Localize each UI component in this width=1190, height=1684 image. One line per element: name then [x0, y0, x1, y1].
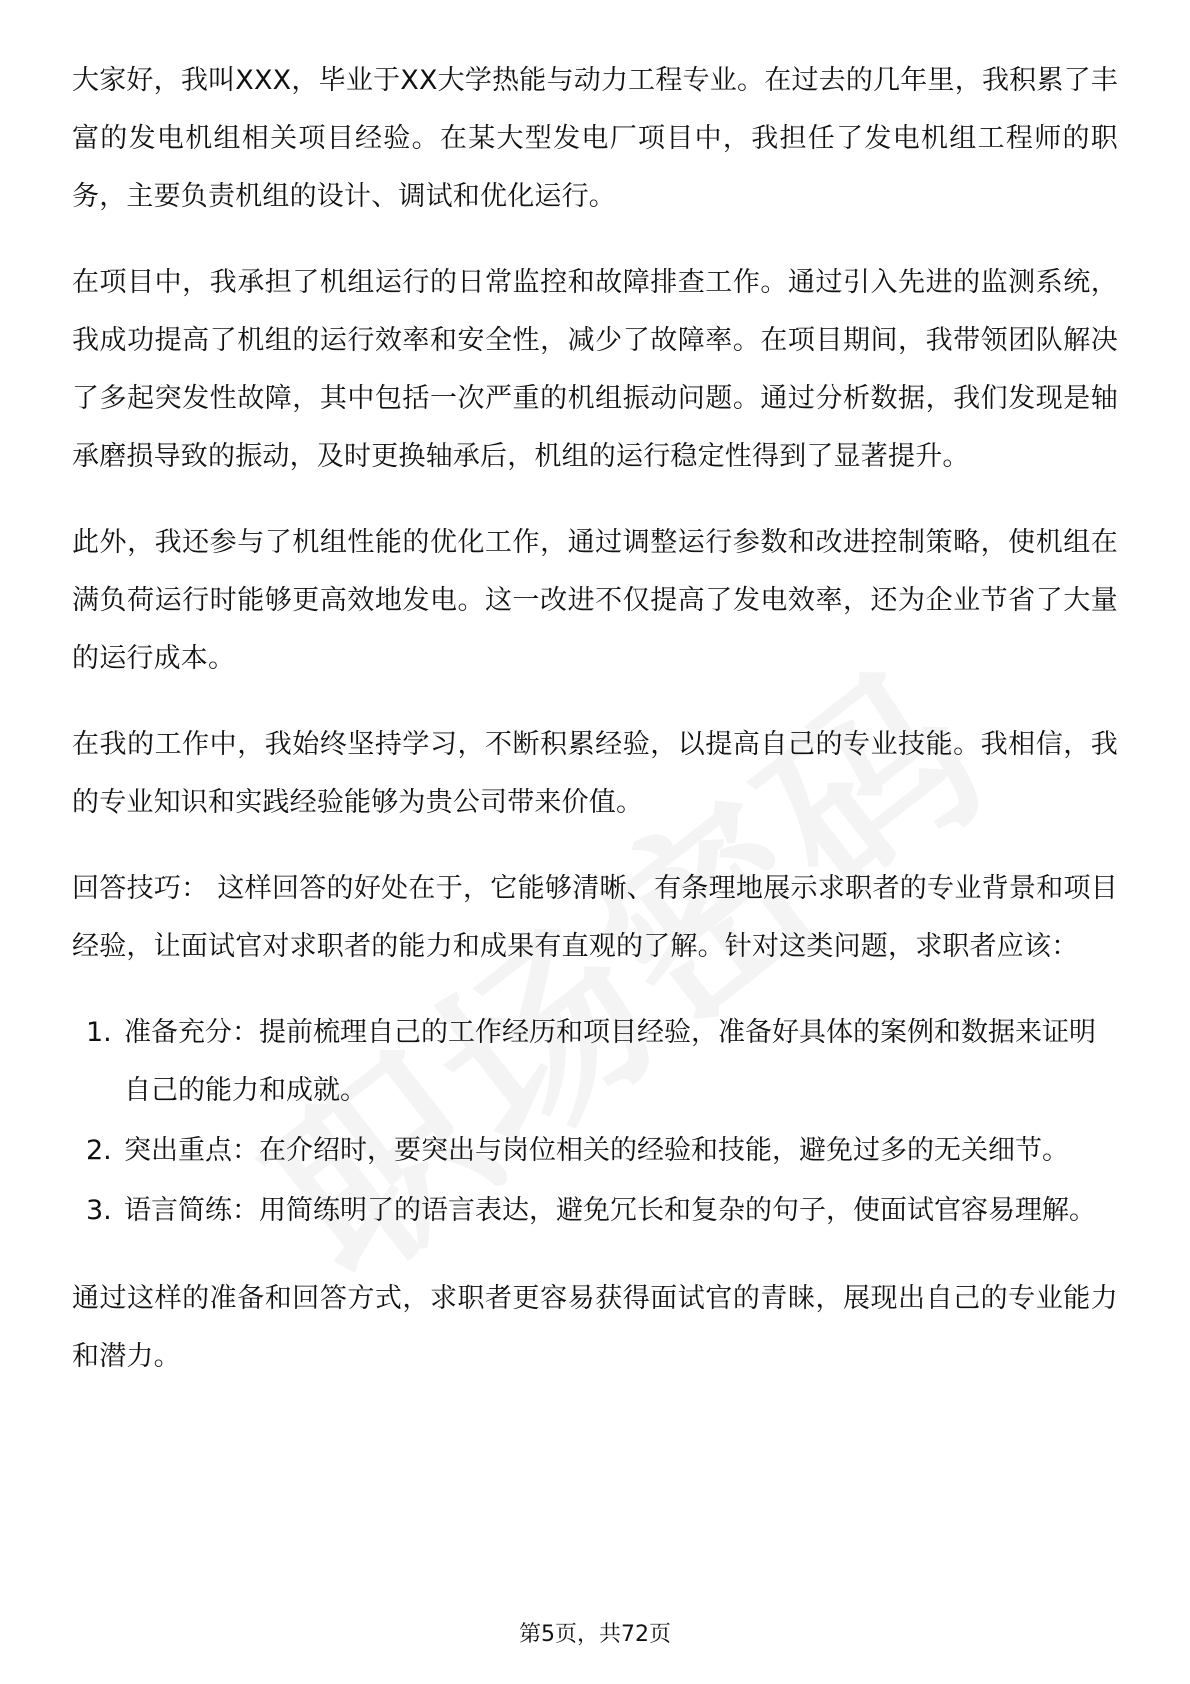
list-item-text: 在介绍时，要突出与岗位相关的经验和技能，避免过多的无关细节。 — [259, 1135, 1069, 1166]
list-item — [72, 1122, 1118, 1180]
paragraph-project: 在项目中，我承担了机组运行的日常监控和故障排查工作。通过引入先进的监测系统，我成功提高了机组的运行效率和安全性，减少了故障率。在项目期间，我带领团队解决了多起突发性故障，其中包括一次严重的机组振动问题。通过分析数据，我们发现是轴承磨损导致的振动，及时更换轴承后，机组的运行稳定性得到了显著提升。 — [72, 267, 1118, 472]
paragraph-optimization: 此外，我还参与了机组性能的优化工作，通过调整运行参数和改进控制策略，使机组在满负荷运行时能够更高效地发电。这一改进不仅提高了发电效率，还为企业节省了大量的运行成本。 — [72, 527, 1118, 674]
paragraph-tips — [72, 860, 1118, 976]
list-number: 3. — [86, 1195, 112, 1226]
list-item-title: 突出重点： — [124, 1135, 259, 1166]
tips-label: 回答技巧： — [72, 873, 209, 904]
list-number: 1. — [86, 1017, 112, 1048]
list-item-title: 语言简练： — [124, 1195, 259, 1226]
list-item-text: 用简练明了的语言表达，避免冗长和复杂的句子，使面试官容易理解。 — [259, 1195, 1096, 1226]
list-item — [72, 1182, 1118, 1240]
document-page — [72, 52, 1118, 1414]
tips-text: 这样回答的好处在于，它能够清晰、有条理地展示求职者的专业背景和项目经验，让面试官对求职者的能力和成果有直观的了解。针对这类问题，求职者应该： — [72, 873, 1118, 962]
list-item — [72, 1004, 1118, 1120]
paragraph-closing: 通过这样的准备和回答方式，求职者更容易获得面试官的青睐，展现出自己的专业能力和潜力。 — [72, 1283, 1118, 1372]
list-item-title: 准备充分： — [124, 1017, 259, 1048]
paragraph-learning: 在我的工作中，我始终坚持学习，不断积累经验，以提高自己的专业技能。我相信，我的专业知识和实践经验能够为贵公司带来价值。 — [72, 729, 1118, 818]
list-item-text: 提前梳理自己的工作经历和项目经验，准备好具体的案例和数据来证明自己的能力和成就。 — [124, 1017, 1096, 1106]
list-number: 2. — [86, 1135, 112, 1166]
paragraph-intro: 大家好，我叫XXX，毕业于XX大学热能与动力工程专业。在过去的几年里，我积累了丰富的发电机组相关项目经验。在某大型发电厂项目中，我担任了发电机组工程师的职务，主要负责机组的设计、调试和优化运行。 — [72, 65, 1118, 212]
page-number-footer: 第5页，共72页 — [519, 1622, 671, 1647]
tips-list — [72, 1004, 1118, 1240]
